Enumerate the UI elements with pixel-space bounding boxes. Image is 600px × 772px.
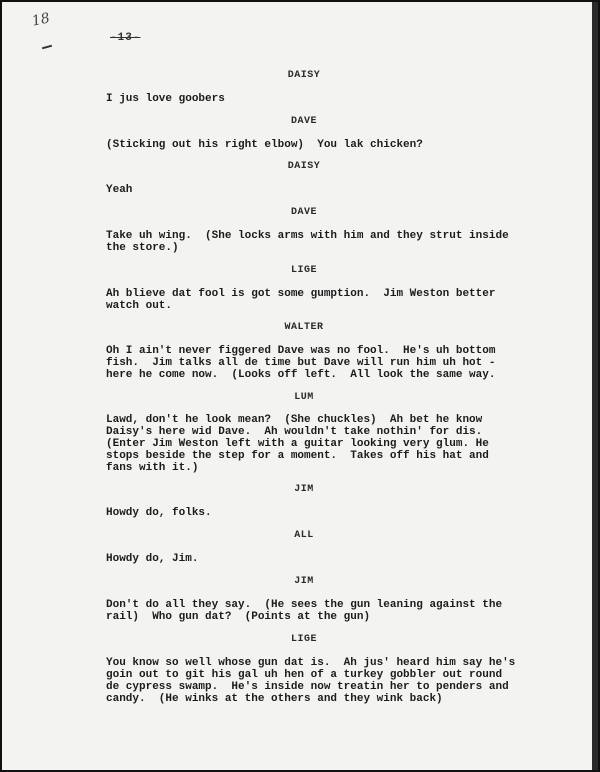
dialogue-line: Howdy do, Jim. <box>106 553 199 565</box>
corner-note: 18 <box>30 10 52 30</box>
cue-jim: JIM <box>294 576 314 587</box>
cue-daisy: DAISY <box>287 70 321 81</box>
dialogue-line: Take uh wing. (She locks arms with him and they strut inside the store.) <box>106 230 509 254</box>
cue-all: ALL <box>294 530 314 541</box>
dialogue-line: You know so well whose gun dat is. Ah jus' heard him say he's goin out to git his gal uh hen of a turkey gobbler out round de cypress swamp. He's inside now treatin her to penders and candy. (He winks at the others and they wink back) <box>106 657 516 705</box>
margin-tick-mark <box>42 45 52 50</box>
dialogue-line: Don't do all they say. (He sees the gun leaning against the rail) Who gun dat? (Points at the gun) <box>106 599 503 623</box>
dialogue-line: Lawd, don't he look mean? (She chuckles) Ah bet he know Daisy's here wid Dave. Ah wouldn't take nothin' for dis. (Enter Jim Weston left with a guitar looking very glum. He stops beside the step for a moment. Takes off his hat and fans with it.) <box>106 414 489 474</box>
cue-walter: WALTER <box>284 322 324 333</box>
dialogue-line: I jus love goobers <box>106 93 225 105</box>
dialogue-line: Ah blieve dat fool is got some gumption. Jim Weston better watch out. <box>106 288 496 312</box>
cue-lige: LIGE <box>290 265 317 276</box>
cue-dave: DAVE <box>290 207 317 218</box>
dialogue-line: (Sticking out his right elbow) You lak chicken? <box>106 139 423 151</box>
cue-daisy: DAISY <box>287 161 321 172</box>
dialogue-line: Oh I ain't never figgered Dave was no fool. He's uh bottom fish. Jim talks all de time but Dave will run him uh hot - here he come now. (Looks off left. All look the same way. <box>106 345 496 381</box>
cue-jim: JIM <box>294 484 314 495</box>
cue-dave: DAVE <box>290 116 317 127</box>
cue-lige: LIGE <box>290 634 317 645</box>
page-number: -13- <box>110 32 141 44</box>
cue-lum: LUM <box>294 392 314 403</box>
dialogue-line: Howdy do, folks. <box>106 507 212 519</box>
dialogue-line: Yeah <box>106 184 133 196</box>
